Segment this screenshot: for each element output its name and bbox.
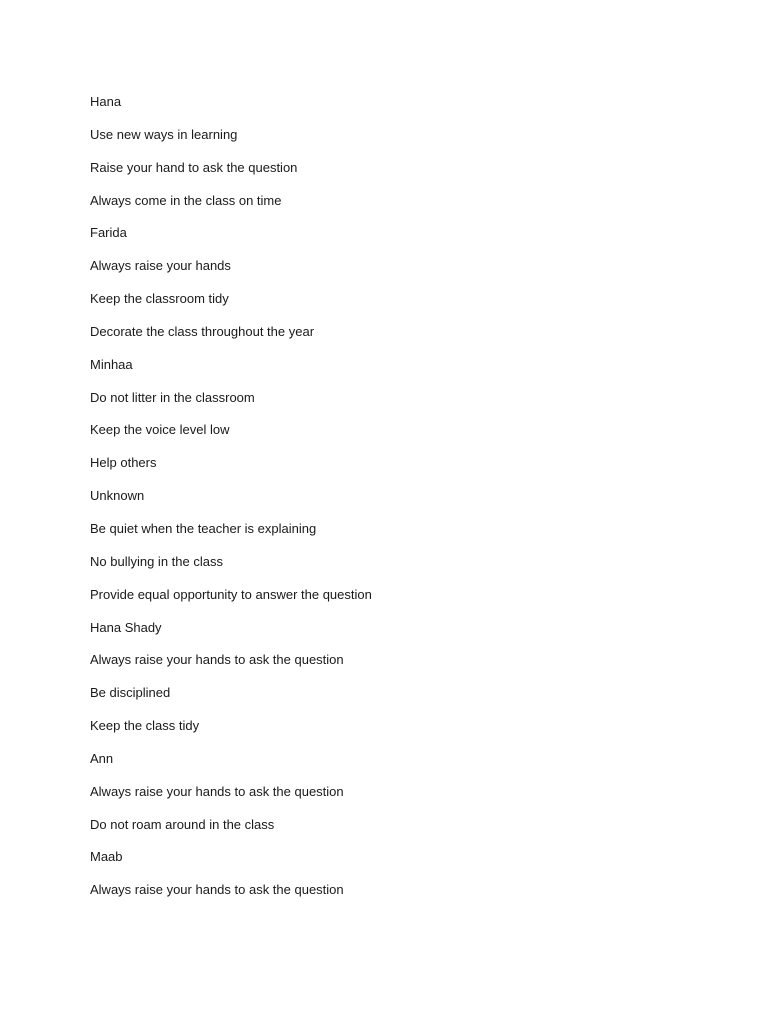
rule-line: Be disciplined — [90, 685, 171, 701]
rule-line: Provide equal opportunity to answer the question — [90, 586, 372, 602]
rule-line: Use new ways in learning — [90, 126, 238, 142]
rule-line: Always come in the class on time — [90, 192, 282, 208]
name-hana: Hana — [90, 94, 122, 109]
name-ann: Ann — [90, 750, 114, 766]
rule-line: Always raise your hands to ask the question — [90, 882, 344, 898]
rule-line: Keep the class tidy — [90, 718, 200, 734]
rule-line: Always raise your hands — [90, 258, 231, 274]
name-maab: Maab — [90, 849, 123, 865]
rule-line: Keep the classroom tidy — [90, 291, 229, 307]
rule-line: Help others — [90, 455, 157, 471]
rule-line: Do not litter in the classroom — [90, 389, 255, 405]
rule-line: Decorate the class throughout the year — [90, 323, 315, 339]
rule-line: Keep the voice level low — [90, 422, 230, 438]
rule-line: Always raise your hands to ask the question — [90, 783, 344, 799]
name-unknown: Unknown — [90, 488, 145, 504]
rule-line: Raise your hand to ask the question — [90, 159, 298, 175]
rule-line: No bullying in the class — [90, 553, 223, 569]
rule-line: Always raise your hands to ask the question — [90, 652, 344, 668]
document-body — [90, 93, 372, 914]
rule-line: Do not roam around in the class — [90, 816, 275, 832]
name-minhaa: Minhaa — [90, 356, 133, 372]
rule-line: Be quiet when the teacher is explaining — [90, 520, 317, 536]
name-hana-shady: Hana Shady — [90, 619, 162, 635]
name-farida: Farida — [90, 225, 127, 241]
